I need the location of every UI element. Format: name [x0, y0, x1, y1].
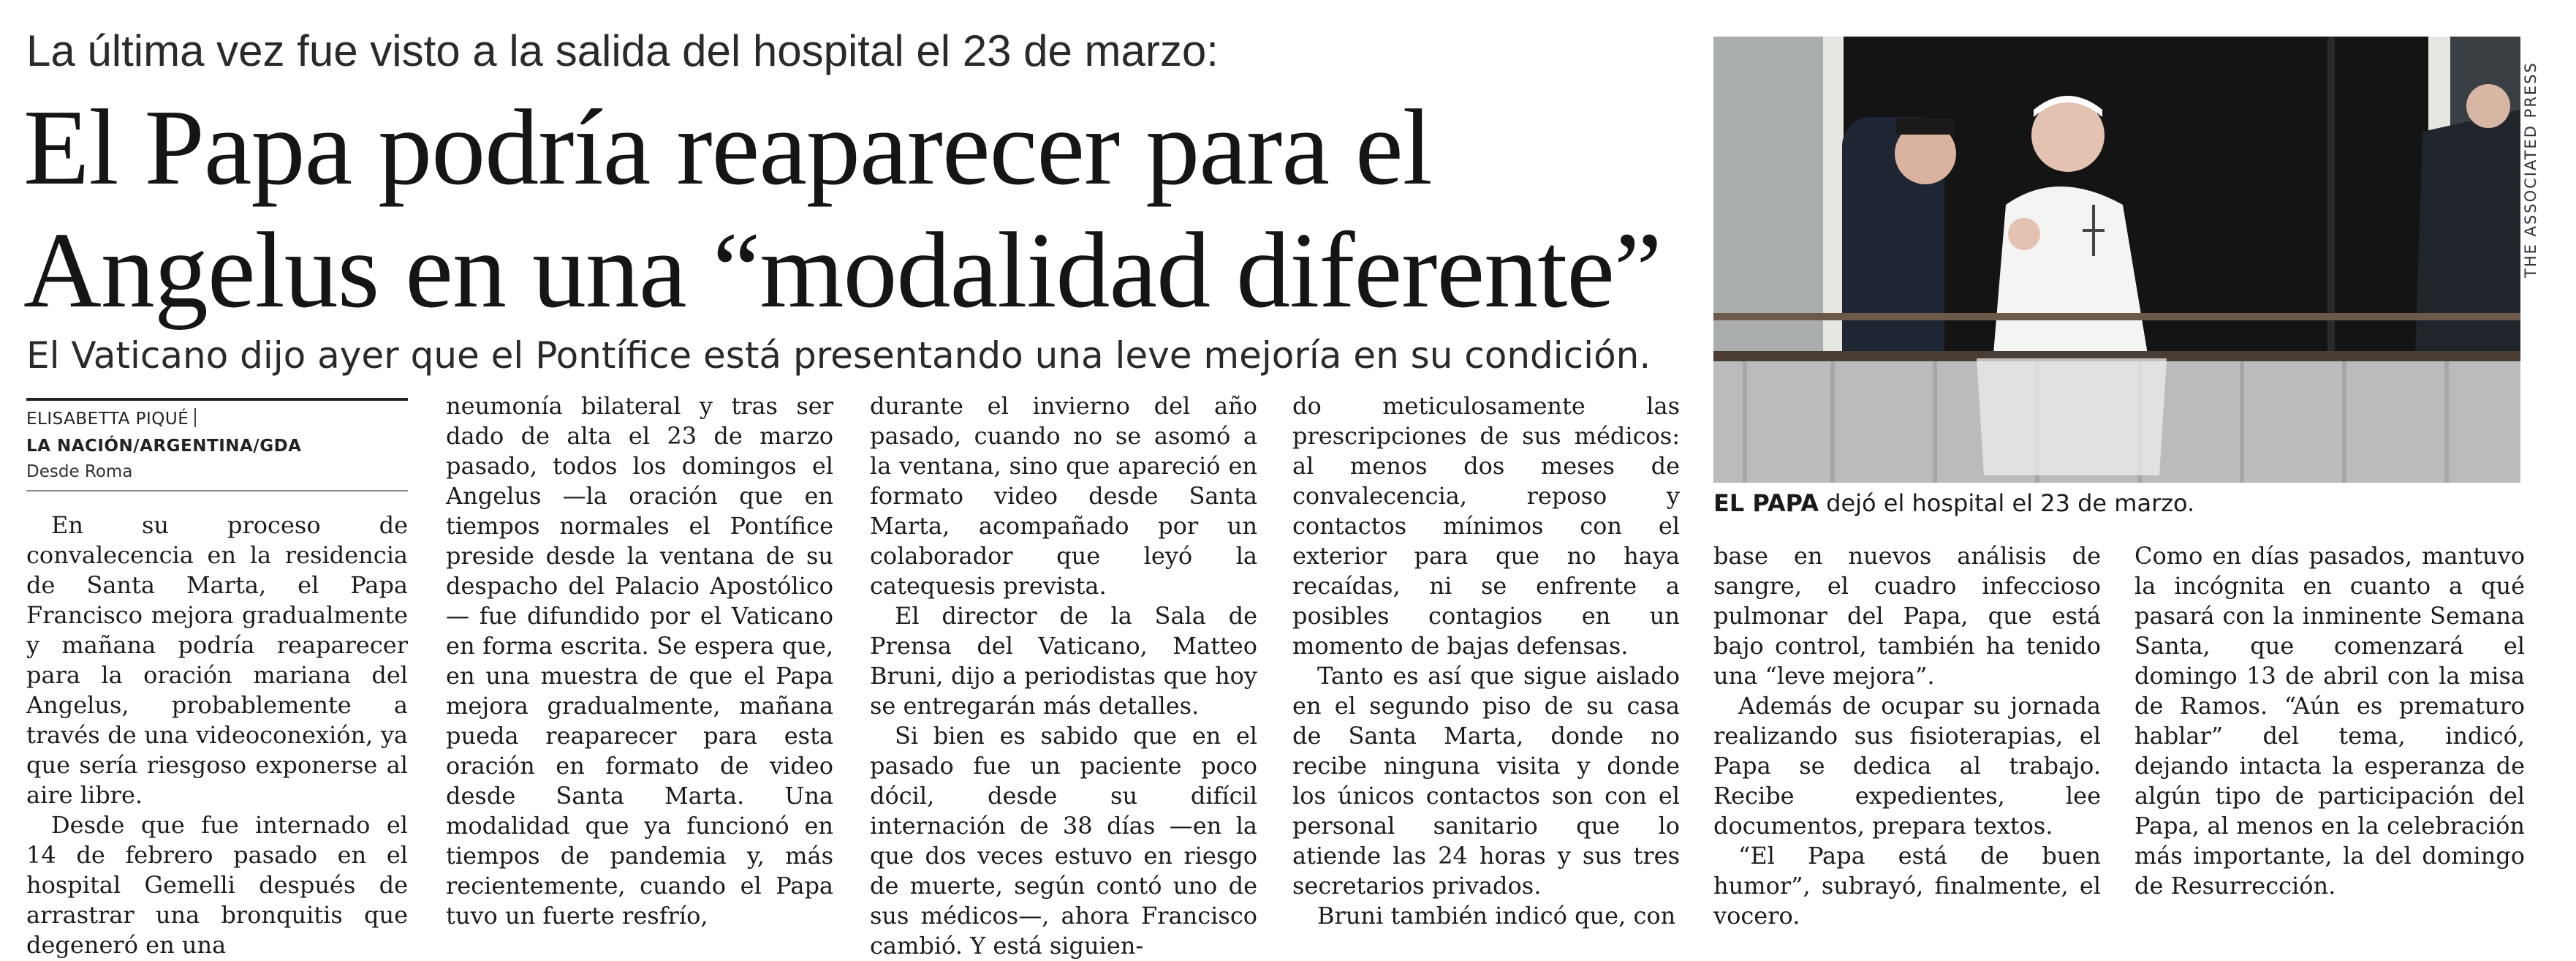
paragraph: Si bien es sabido que en el pasado fue un paciente poco dócil, desde su difícil internación de 38 días —en la que dos veces estuvo en riesgo de muerte, según contó uno de sus médicos—, ahora Francisco cambió. Y está siguien- [870, 722, 1257, 960]
paragraph: base en nuevos análisis de sangre, el cuadro infeccioso pulmonar del Papa, que está bajo control, también ha tenido una “leve mejora”. [1713, 542, 2101, 690]
article-kicker: La última vez fue visto a la salida del hospital el 23 de marzo: [26, 26, 1219, 75]
article-headline [23, 86, 1690, 332]
paragraph: En su proceso de convalecencia en la residencia de Santa Marta, el Papa Francisco mejora gradualmente y mañana podría reaparecer para la oración mariana del Angelus, probablemente a través de una videoconexión, ya que sería riesgoso exponerse al aire libre. [26, 511, 408, 809]
photo-caption [1713, 487, 2525, 519]
headline-line-2: Angelus en una “modalidad diferente” [23, 211, 1662, 331]
photo-illustration [1713, 37, 2520, 483]
paragraph: durante el invierno del año pasado, cuando no se asomó a la ventana, sino que apareció en formato video desde Santa Marta, acompañado por un colaborador que leyó la catequesis prevista. [870, 392, 1257, 600]
article-deck: El Vaticano dijo ayer que el Pontífice está presentando una leve mejoría en su condición. [26, 334, 1651, 377]
byline-author-row [26, 405, 408, 433]
caption-lead: EL PAPA [1713, 489, 1819, 517]
body-column-5 [1713, 541, 2101, 931]
body-column-1 [26, 510, 408, 960]
paragraph: “El Papa está de buen humor”, subrayó, finalmente, el vocero. [1713, 842, 2101, 930]
body-column-2 [446, 391, 833, 931]
caption-text: dejó el hospital el 23 de marzo. [1818, 489, 2195, 517]
byline-top-rule [26, 398, 408, 401]
paragraph: Como en días pasados, mantuvo la incógnita en cuanto a qué pasará con la inminente Semana Santa, que comenzará el domingo 13 de abril con la misa de Ramos. “Aún es prematuro hablar” del tema, indicó, dejando intacta la esperanza de algún tipo de participación del Papa, al menos en la celebración más importante, la del domingo de Resurrección. [2134, 542, 2525, 900]
byline-outlet: LA NACIÓN/ARGENTINA/GDA [26, 437, 302, 456]
paragraph: Además de ocupar su jornada realizando sus fisioterapias, el Papa se dedica al trabajo. Recibe expedientes, lee documentos, prepara textos. [1713, 692, 2101, 840]
paragraph: Bruni también indicó que, con [1317, 902, 1676, 930]
photo-credit: THE ASSOCIATED PRESS [2522, 61, 2539, 278]
byline-dateline: Desde Roma [26, 462, 133, 481]
paragraph: neumonía bilateral y tras ser dado de alta el 23 de marzo pasado, todos los domingos el Angelus —la oración que en tiempos normales el Pontífice preside desde la ventana de su despacho del Palacio Apostólico— fue difundido por el Vaticano en forma escrita. Se espera que, en una muestra de que el Papa mejora gradualmente, mañana pueda reaparecer para esta oración en formato de video desde Santa Marta. Una modalidad que ya funcionó en tiempos de pandemia y, más recientemente, cuando el Papa tuvo un fuerte resfrío, [446, 392, 833, 930]
byline-separator [194, 408, 196, 427]
byline-author: ELISABETTA PIQUÉ [26, 410, 189, 429]
body-column-4 [1292, 391, 1680, 931]
paragraph: Tanto es así que sigue aislado en el segundo piso de su casa de Santa Marta, donde no recibe ninguna visita y donde los únicos contactos son con el personal sanitario que lo atiende las 24 horas y sus tres secretarios privados. [1292, 662, 1680, 900]
byline-bottom-rule [26, 490, 408, 491]
body-column-3 [870, 391, 1257, 961]
pope-balcony-photo [1713, 37, 2520, 483]
paragraph: Desde que fue internado el 14 de febrero pasado en el hospital Gemelli después de arrastrar una bronquitis que degeneró en una [26, 811, 408, 959]
headline-line-1: El Papa podría reaparecer para el [23, 88, 1432, 208]
body-column-6 [2134, 541, 2525, 901]
byline [26, 405, 408, 484]
paragraph: El director de la Sala de Prensa del Vaticano, Matteo Bruni, dijo a periodistas que hoy se entregarán más detalles. [870, 602, 1257, 720]
paragraph: do meticulosamente las prescripciones de sus médicos: al menos dos meses de convalecencia, reposo y contactos mínimos con el exterior para que no haya recaídas, ni se enfrente a posibles contagios en un momento de bajas defensas. [1292, 392, 1680, 660]
